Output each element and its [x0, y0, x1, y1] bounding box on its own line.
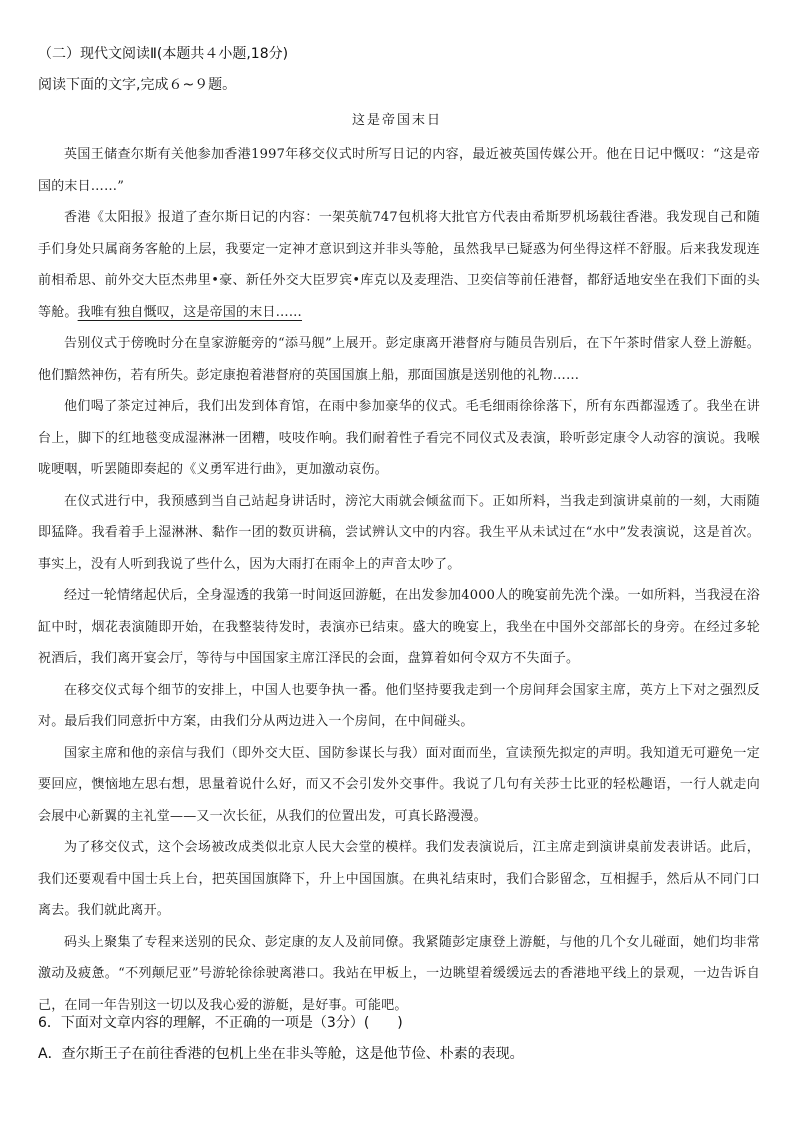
article-paragraph-4: 他们喝了茶定过神后，我们出发到体育馆，在雨中参加豪华的仪式。毛毛细雨徐徐落下，所有东西都湿透了。我坐在讲台上，脚下的红地毯变成湿淋淋一团糟，吱吱作响。我们耐着性子看完不同仪式及表演，聆听彭定康令人动容的演说。我喉咙哽咽，听罢随即奏起的《义勇军进行曲》，更加激动哀伤。 — [38, 399, 760, 477]
paragraph-2-text: 香港《太阳报》报道了查尔斯日记的内容：一架英航747包机将大批官方代表由希斯罗机场载往香港。我发现自己和随手们身处只属商务客舱的上层，我要定一定神才意识到这并非头等舱，虽然我早已疑惑为何坐得这样不舒服。后来我发现连前相希思、前外交大臣杰弗里•豪、新任外交大臣罗宾•库克以及麦理浩、卫奕信等前任港督，都舒适地安坐在我们下面的头等舱。 — [38, 210, 760, 320]
article-paragraph-1: 英国王储查尔斯有关他参加香港1997年移交仪式时所写日记的内容，最近被英国传媒公开。他在日记中慨叹：“这是帝国的末日……” — [38, 147, 760, 194]
article-title: 这是帝国末日 — [351, 113, 442, 128]
reading-instruction: 阅读下面的文字,完成６~９题。 — [38, 77, 237, 93]
article-paragraph-6: 经过一轮情绪起伏后，全身湿透的我第一时间返回游艇，在出发参加4000人的晚宴前先洗个澡。一如所料，当我浸在浴缸中时，烟花表演随即开始，在我整装待发时，表演亦已结束。盛大的晚宴上，我坐在中国外交部部长的身旁。在经过多轮祝酒后，我们离开宴会厅，等待与中国国家主席江泽民的会面，盘算着如何令双方不失面子。 — [38, 588, 760, 666]
article-paragraph-5: 在仪式进行中，我预感到当自己站起身讲话时，滂沱大雨就会倾盆而下。正如所料，当我走到演讲桌前的一刻，大雨随即猛降。我看着手上湿淋淋、黏作一团的数页讲稿，尝试辨认文中的内容。我生平从未试过在“水中”发表演说，这是首次。事实上，没有人听到我说了些什么，因为大雨打在雨伞上的声音太吵了。 — [38, 493, 760, 572]
question-6-option-a: A．查尔斯王子在前往香港的包机上坐在非头等舱，这是他节俭、朴素的表现。 — [38, 1046, 524, 1062]
article-paragraph-3: 告别仪式于傍晚时分在皇家游艇旁的“添马舰”上展开。彭定康离开港督府与随员告别后，在下午茶时借家人登上游艇。他们黯然神伤，若有所失。彭定康抱着港督府的英国国旗上船，那面国旗是送别他的礼物…… — [38, 336, 760, 383]
article-paragraph-8: 国家主席和他的亲信与我们（即外交大臣、国防参谋长与我）面对面而坐，宣读预先拟定的声明。我知道无可避免一定要回应，懊恼地左思右想，思量着说什么好，而又不会引发外交事件。我说了几句有关莎士比亚的轻松趣语，一行人就走向会展中心新翼的主礼堂——又一次长征，从我们的位置出发，可真长路漫漫。 — [38, 745, 760, 824]
underlined-sentence: 我唯有独自慨叹，这是帝国的末日…… — [77, 304, 303, 320]
article-paragraph-10: 码头上聚集了专程来送别的民众、彭定康的友人及前同僚。我紧随彭定康登上游艇，与他的几个女儿碰面，她们均非常激动及疲惫。“不列颠尼亚”号游轮徐徐驶离港口。我站在甲板上，一边眺望着缓缓远去的香港地平线上的景观，一边告诉自己，在同一年告别这一切以及我心爱的游艇，是好事。可能吧。 — [38, 934, 760, 1013]
article-paragraph-7: 在移交仪式每个细节的安排上，中国人也要争执一番。他们坚持要我走到一个房间拜会国家主席，英方上下对之强烈反对。最后我们同意折中方案，由我们分从两边进入一个房间，在中间碰头。 — [38, 682, 760, 729]
section-heading: （二）现代文阅读Ⅱ(本题共４小题,18分) — [38, 46, 289, 62]
article-paragraph-2 — [38, 202, 760, 328]
question-6-stem: 6．下面对文章内容的理解，不正确的一项是（3分）( ) — [38, 1015, 403, 1031]
article-paragraph-9: 为了移交仪式，这个会场被改成类似北京人民大会堂的模样。我们发表演说后，江主席走到演讲桌前发表讲话。此后，我们还要观看中国士兵上台，把英国国旗降下，升上中国国旗。在典礼结束时，我们合影留念，互相握手，然后从不同门口离去。我们就此离开。 — [38, 840, 760, 918]
article-body — [38, 139, 760, 1021]
